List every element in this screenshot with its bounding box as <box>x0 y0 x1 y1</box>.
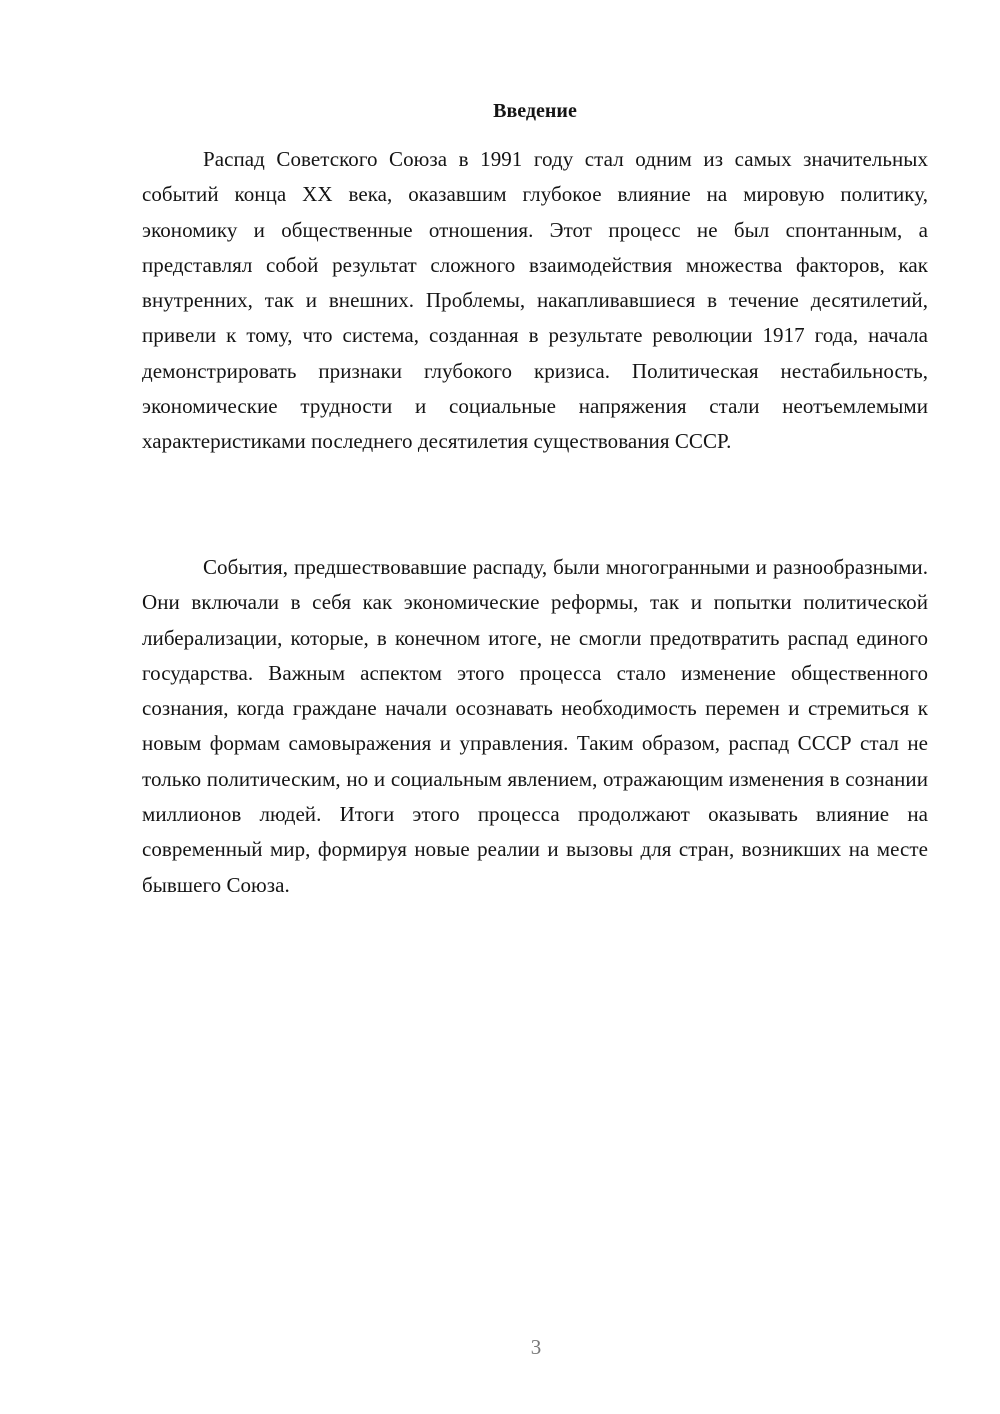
body-paragraph-1: Распад Советского Союза в 1991 году стал одним из самых значительных событий конца XX века, оказавшим глубокое влияние на мировую политику, экономику и общественные отношения. Этот процесс не был спонтанным, а представлял собой результат сложного взаимодействия множества факторов, как внутренних, так и внешних. Проблемы, накапливавшиеся в течение десятилетий, привели к тому, что система, созданная в результате революции 1917 года, начала демонстрировать признаки глубокого кризиса. Политическая нестабильность, экономические трудности и социальные напряжения стали неотъемлемыми характеристиками последнего десятилетия существования СССР. <box>142 147 928 454</box>
page-number: 3 <box>530 1335 542 1359</box>
section-title: Введение <box>493 100 577 122</box>
body-paragraph-2: События, предшествовавшие распаду, были многогранными и разнообразными. Они включали в себя как экономические реформы, так и попытки политической либерализации, которые, в конечном итоге, не смогли предотвратить распад единого государства. Важным аспектом этого процесса стало изменение общественного сознания, когда граждане начали осознавать необходимость перемен и стремиться к новым формам самовыражения и управления. Таким образом, распад СССР стал не только политическим, но и социальным явлением, отражающим изменения в сознании миллионов людей. Итоги этого процесса продолжают оказывать влияние на современный мир, формируя новые реалии и вызовы для стран, возникших на месте бывшего Союза. <box>142 555 928 897</box>
